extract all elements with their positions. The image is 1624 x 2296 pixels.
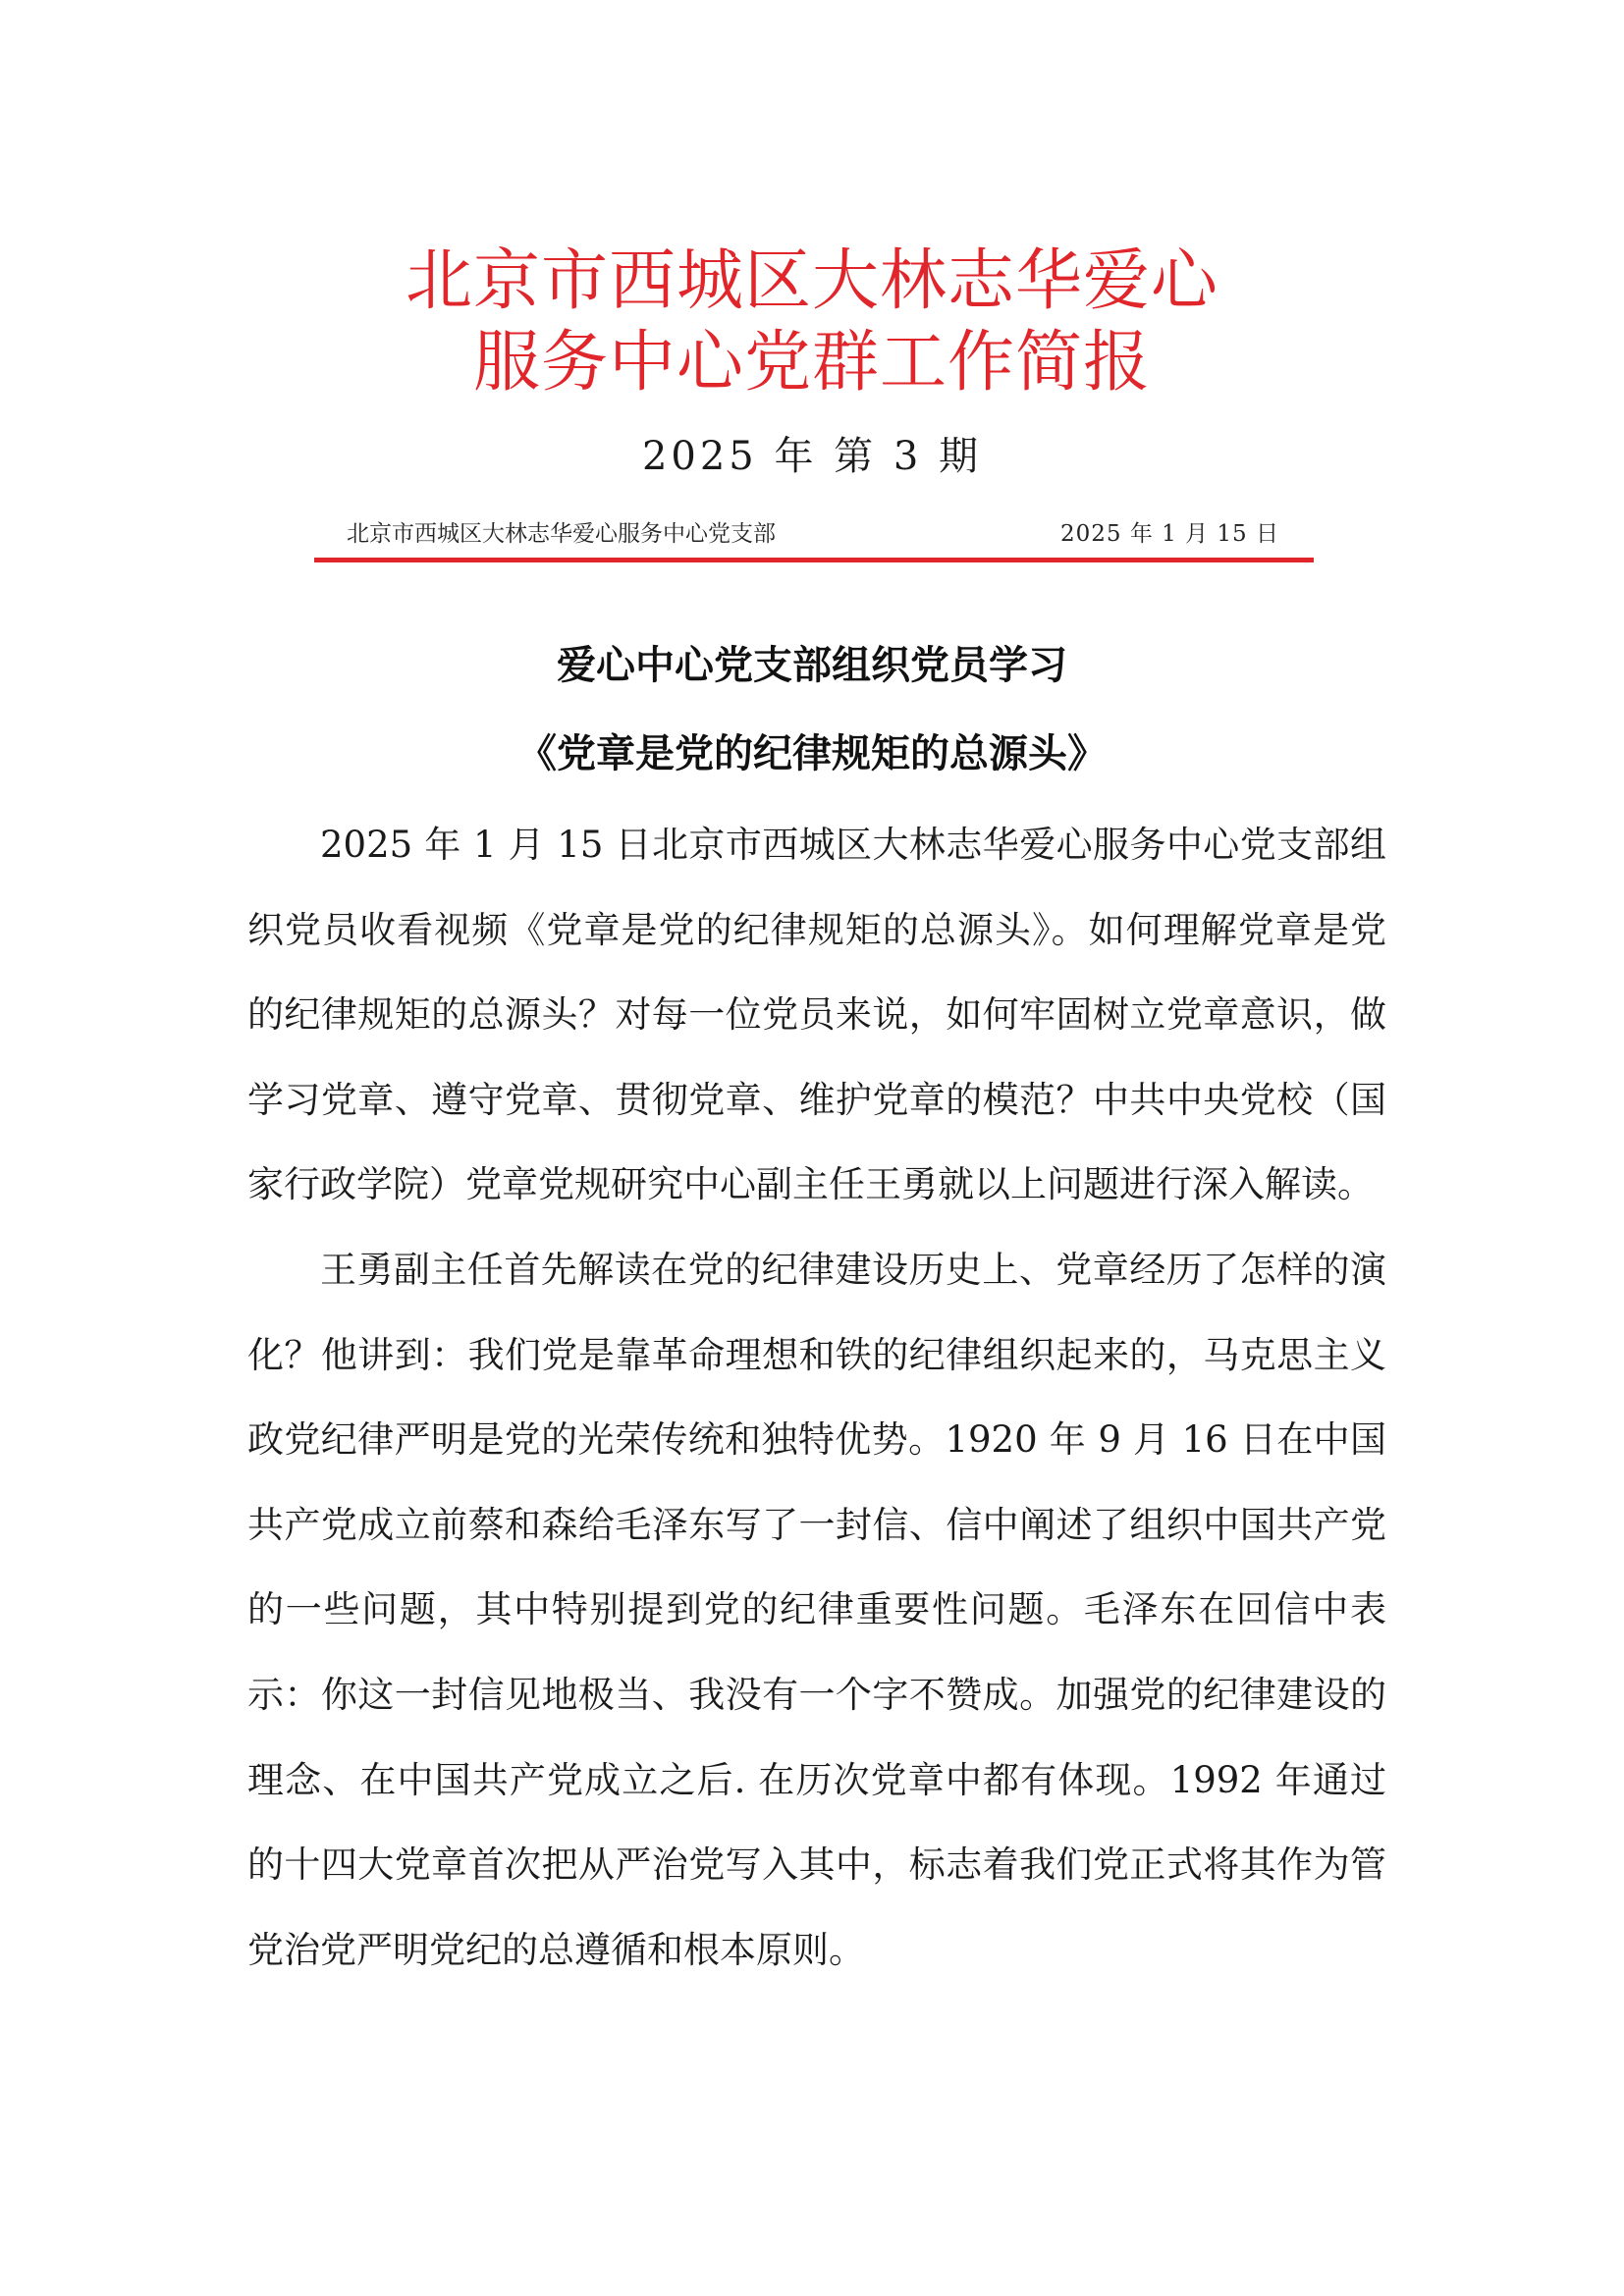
article-paragraph-2: 王勇副主任首先解读在党的纪律建设历史上、党章经历了怎样的演化？他讲到：我们党是靠革命理想和铁的纪律组织起来的，马克思主义政党纪律严明是党的光荣传统和独特优势。1920 年 9 月 16 日在中国共产党成立前蔡和森给毛泽东写了一封信、信中阐述了组织中国共产党的一些问题，其中特别提到党的纪律重要性问题。毛泽东在回信中表示：你这一封信见地极当、我没有一个字不赞成。加强党的纪律建设的理念、在中国共产党成立之后. 在历次党章中都有体现。1992 年通过的十四大党章首次把从严治党写入其中，标志着我们党正式将其作为管党治党严明党纪的总遵循和根本原则。 [247, 1248, 1386, 1971]
publish-date: 2025 年 1 月 15 日 [1060, 521, 1279, 547]
header-red-rule [314, 558, 1314, 562]
article-body [247, 803, 1386, 1993]
masthead-title-line-2: 服务中心党群工作简报 [472, 324, 1151, 401]
article-paragraph-1: 2025 年 1 月 15 日北京市西城区大林志华爱心服务中心党支部组织党员收看视频《党章是党的纪律规矩的总源头》。如何理解党章是党的纪律规矩的总源头？对每一位党员来说，如何牢固树立党章意识，做学习党章、遵守党章、贯彻党章、维护党章的模范？中共中央党校（国家行政学院）党章党规研究中心副主任王勇就以上问题进行深入解读。 [247, 824, 1386, 1206]
publisher-name: 北京市西城区大林志华爱心服务中心党支部 [347, 521, 776, 547]
dateline [347, 517, 1279, 551]
masthead-title-line-1: 北京市西城区大林志华爱心 [405, 242, 1218, 320]
article-title-line-2: 《党章是党的纪律规矩的总源头》 [517, 731, 1107, 776]
article-title-line-1: 爱心中心党支部组织党员学习 [557, 643, 1067, 688]
issue-number: 2025 年 第 3 期 [641, 434, 983, 479]
